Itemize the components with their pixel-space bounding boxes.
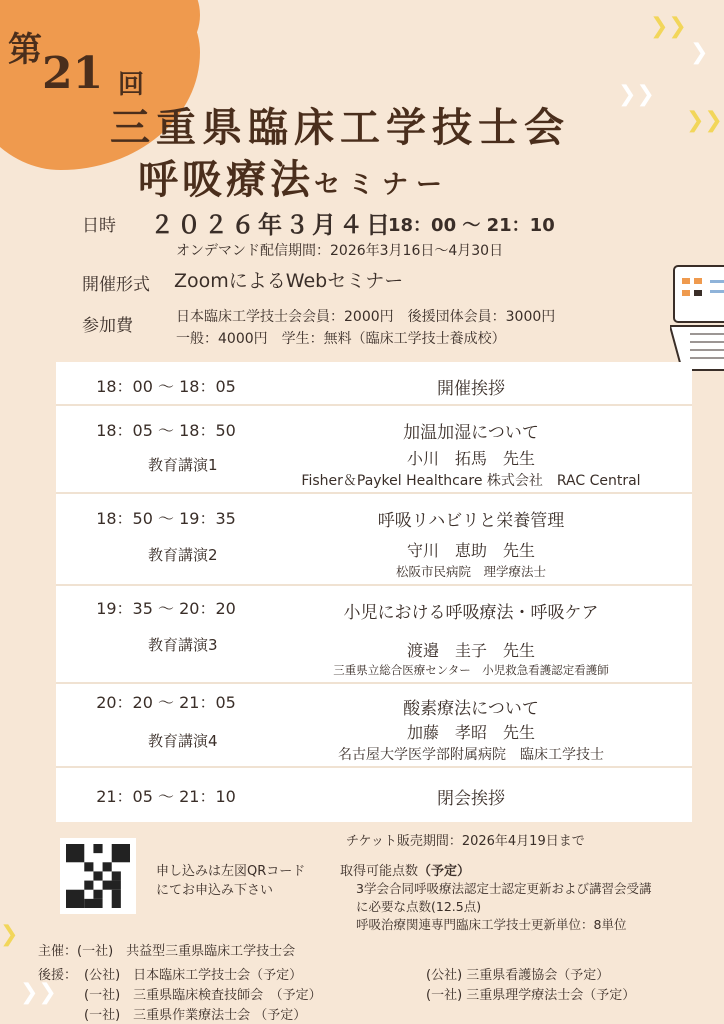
program-row (56, 768, 692, 822)
supporter-item: (一社) 三重県臨床検査技師会 （予定） (84, 988, 322, 1003)
program-title: 加温加湿について (403, 423, 539, 443)
program-time: 20：20 ～ 21：05 (96, 693, 236, 712)
points-line-2: に必要な点数(12.5点) (356, 899, 482, 914)
title-seminar (138, 148, 450, 205)
program-time: 18：05 ～ 18：50 (96, 421, 236, 440)
points-line-1: 3学会合同呼吸療法認定士認定更新および講習会受講 (356, 881, 652, 896)
supporter-item: (公社) 日本臨床工学技士会（予定） (84, 968, 303, 983)
program-row (56, 406, 692, 494)
chevron-decoration-icon: ❯ (690, 40, 709, 65)
qr-code-image[interactable] (60, 838, 136, 914)
title-seminar-main: 呼吸療法 (138, 156, 314, 203)
edition-number: 21 (42, 48, 104, 99)
chevron-decoration-icon: ❯❯ (618, 82, 655, 107)
program-affiliation: 三重県立総合医療センター 小児救急看護認定看護師 (333, 663, 609, 677)
title-organization: 三重県臨床工学技士会 (110, 104, 570, 151)
program-row (56, 586, 692, 684)
edition-suffix: 回 (118, 70, 145, 100)
program-speaker: 渡邉 圭子 先生 (406, 641, 535, 660)
program-time: 19：35 ～ 20：20 (96, 599, 236, 618)
points-title: 取得可能点数 (340, 864, 419, 879)
points-heading (340, 860, 470, 879)
fee-line-1: 日本臨床工学技士会会員：2000円 後援団体会員：3000円 (176, 309, 556, 325)
program-row (56, 684, 692, 768)
fee-line-2: 一般：4000円 学生：無料（臨床工学技士養成校） (176, 331, 506, 347)
points-line-3: 呼吸治療関連専門臨床工学技士更新単位：8単位 (356, 917, 627, 932)
edition-prefix: 第 (8, 30, 42, 70)
ticket-period: チケット販売期間：2026年4月19日まで (346, 834, 585, 849)
program-affiliation: 松阪市民病院 理学療法士 (395, 564, 546, 579)
program-label: 教育講演1 (148, 456, 218, 474)
event-time: 18：00 ～ 21：10 (388, 215, 555, 236)
program-table (56, 362, 692, 822)
fee-label: 参加費 (82, 316, 133, 336)
program-time: 18：00 ～ 18：05 (96, 377, 236, 396)
program-label: 教育講演4 (148, 732, 218, 750)
program-affiliation: Fisher＆Paykel Healthcare 株式会社 RAC Central (301, 473, 641, 489)
format-value: ZoomによるWebセミナー (174, 270, 404, 292)
program-label: 教育講演2 (148, 546, 218, 564)
program-title: 小児における呼吸療法・呼吸ケア (343, 603, 599, 623)
program-label: 教育講演3 (148, 636, 218, 654)
points-tag: （予定） (418, 864, 471, 879)
program-row (56, 494, 692, 586)
host-organization: 主催：(一社) 共益型三重県臨床工学技士会 (38, 944, 296, 959)
supporter-item: (公社) 三重県看護協会（予定） (426, 968, 610, 983)
program-time: 21：05 ～ 21：10 (96, 787, 236, 806)
chevron-decoration-icon: ❯ (0, 922, 19, 947)
datetime-label: 日時 (82, 216, 116, 236)
chevron-decoration-icon: ❯❯ (20, 980, 57, 1005)
program-speaker: 守川 恵助 先生 (406, 541, 535, 560)
ondemand-period: オンデマンド配信期間：2026年3月16日～4月30日 (176, 243, 504, 259)
format-label: 開催形式 (82, 275, 150, 295)
chevron-decoration-icon: ❯❯ (686, 108, 723, 133)
program-title: 呼吸リハビリと栄養管理 (377, 511, 565, 531)
program-row (56, 362, 692, 406)
apply-instruction-1: 申し込みは左図QRコード (156, 864, 306, 879)
title-seminar-small: セミナー (314, 170, 451, 200)
supporter-item: (一社) 三重県作業療法士会 （予定） (84, 1008, 307, 1023)
program-title: 閉会挨拶 (437, 789, 505, 809)
program-title: 酸素療法について (403, 699, 539, 719)
supporter-item: (一社) 三重県理学療法士会（予定） (426, 988, 636, 1003)
program-speaker: 加藤 孝昭 先生 (406, 723, 535, 742)
chevron-decoration-icon: ❯❯ (650, 14, 687, 39)
program-title: 開催挨拶 (437, 379, 505, 399)
event-date: ２０２６年３月４日 (150, 211, 393, 239)
program-time: 18：50 ～ 19：35 (96, 509, 236, 528)
support-label: 後援： (38, 968, 78, 983)
program-speaker: 小川 拓馬 先生 (406, 449, 535, 468)
program-affiliation: 名古屋大学医学部附属病院 臨床工学技士 (338, 747, 604, 763)
apply-instruction-2: にてお申込み下さい (156, 883, 274, 898)
